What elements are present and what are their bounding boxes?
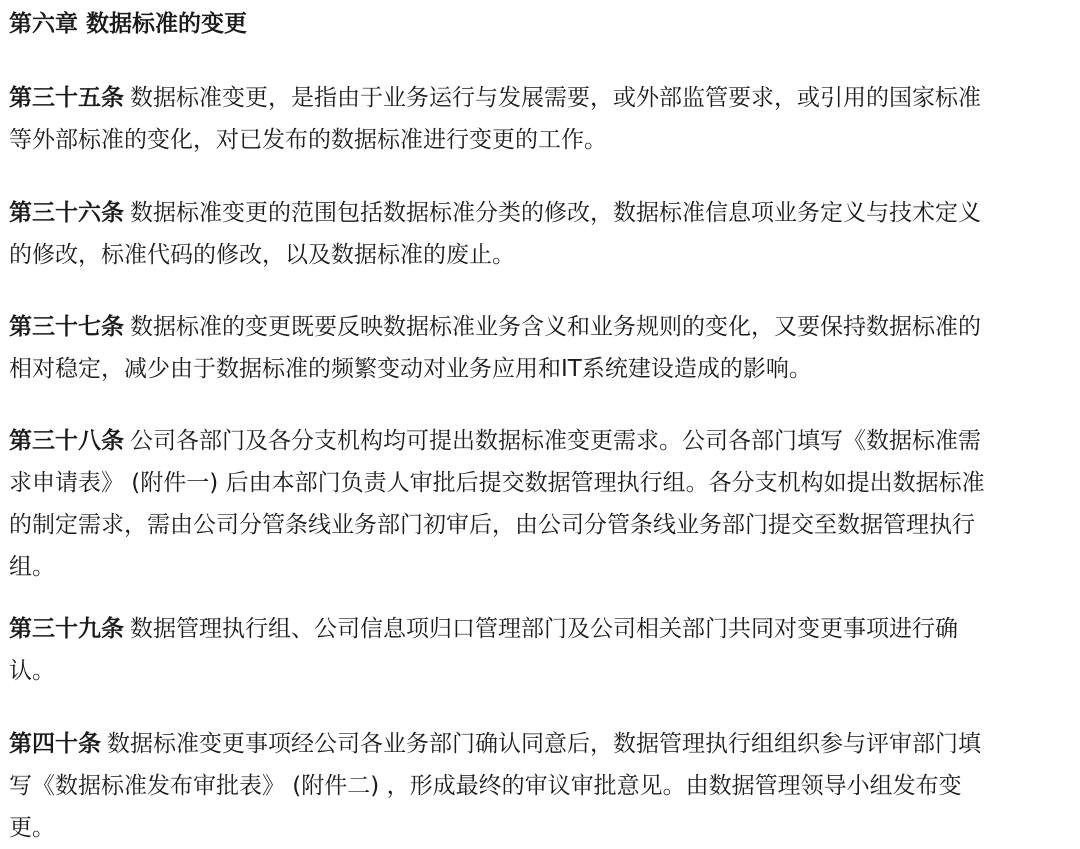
article-text: 数据标准的变更既要反映数据标准业务含义和业务规则的变化，又要保持数据标准的	[130, 314, 981, 340]
article-36	[9, 192, 1074, 276]
article-40	[9, 723, 1074, 849]
article-label: 第三十七条	[9, 314, 124, 340]
article-line: 更。	[9, 815, 55, 841]
article-label: 第三十六条	[9, 200, 124, 226]
article-label: 第三十五条	[9, 85, 124, 111]
article-line	[9, 723, 1074, 765]
article-38	[9, 420, 1074, 588]
article-label: 第三十八条	[9, 428, 124, 454]
article-line: 认。	[9, 658, 55, 684]
article-text: 数据标准变更事项经公司各业务部门确认同意后，数据管理执行组组织参与评审部门填	[107, 731, 981, 757]
article-text: 数据管理执行组、公司信息项归口管理部门及公司相关部门共同对变更事项进行确	[130, 616, 958, 642]
article-line: 求申请表》 (附件一) 后由本部门负责人审批后提交数据管理执行组。各分支机构如提出数据标准	[9, 470, 985, 496]
article-line	[9, 420, 1074, 462]
chapter-title: 第六章 数据标准的变更	[9, 11, 248, 37]
article-text: 数据标准变更，是指由于业务运行与发展需要，或外部监管要求，或引用的国家标准	[130, 85, 981, 111]
article-line	[9, 306, 1074, 348]
article-line	[9, 192, 1074, 234]
article-text: 公司各部门及各分支机构均可提出数据标准变更需求。公司各部门填写《数据标准需	[130, 428, 981, 454]
article-line: 写《数据标准发布审批表》 (附件二) ，形成最终的审议审批意见。由数据管理领导小组发布变	[9, 773, 962, 799]
article-line: 的制定需求，需由公司分管条线业务部门初审后，由公司分管条线业务部门提交至数据管理执行	[9, 512, 975, 538]
article-37	[9, 306, 1074, 390]
article-line: 相对稳定，减少由于数据标准的频繁变动对业务应用和IT系统建设造成的影响。	[9, 356, 812, 382]
article-text: 数据标准变更的范围包括数据标准分类的修改，数据标准信息项业务定义与技术定义	[130, 200, 981, 226]
article-label: 第三十九条	[9, 616, 124, 642]
article-line: 等外部标准的变化，对已发布的数据标准进行变更的工作。	[9, 127, 607, 153]
article-line: 的修改，标准代码的修改，以及数据标准的废止。	[9, 242, 515, 268]
article-35	[9, 77, 1074, 161]
article-line	[9, 77, 1074, 119]
article-label: 第四十条	[9, 731, 101, 757]
article-line: 组。	[9, 554, 55, 580]
article-line	[9, 608, 1074, 650]
article-39	[9, 608, 1074, 692]
